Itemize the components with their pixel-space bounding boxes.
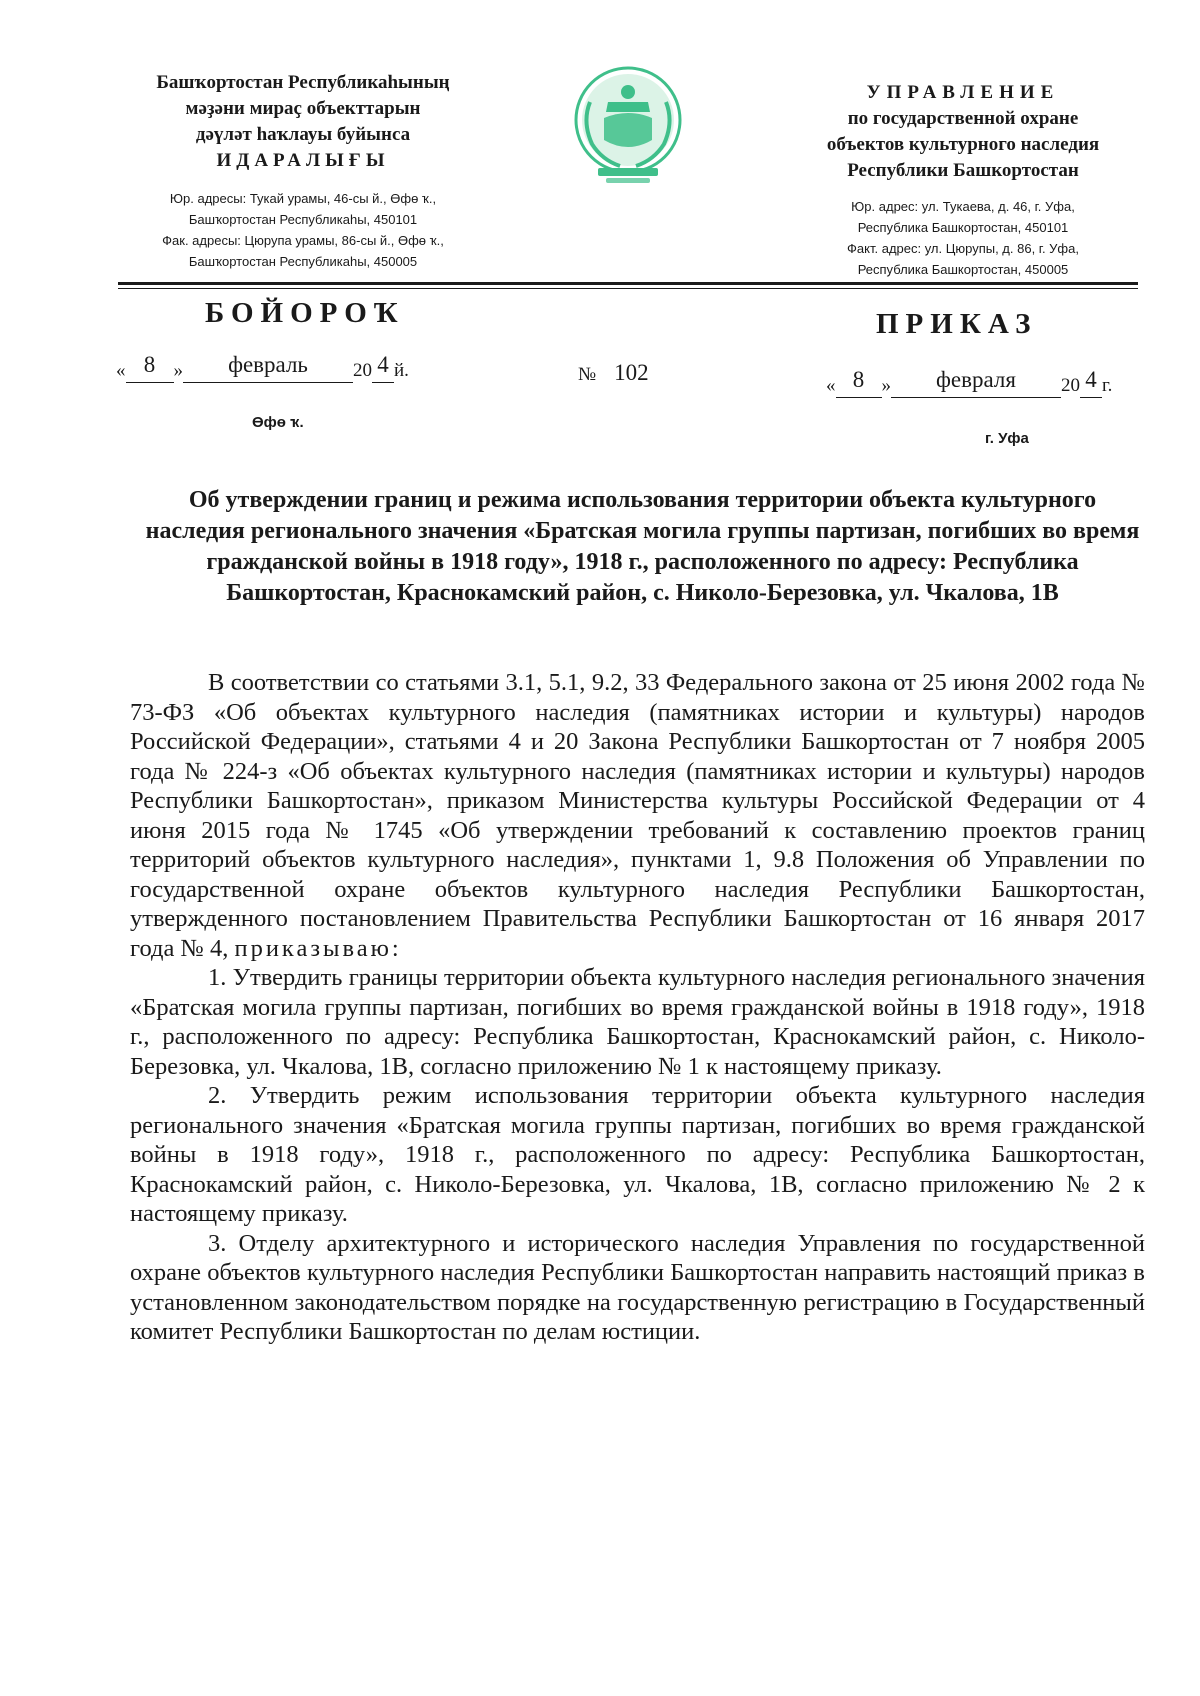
date-year-prefix: 20 [1061,375,1080,396]
date-month: февраль [228,352,308,377]
order-number [578,360,649,386]
org-line-2: мәҙәни мираҫ объекттарын [185,98,421,119]
header-divider-thin [118,288,1138,289]
org-line-2: объектов культурного наследия [826,134,1100,155]
address-line: Республика Башкортостан, 450101 [857,220,1069,235]
header-divider-thick [118,282,1138,285]
document-title: Об утверждении границ и режима использования территории объекта культурного наследия регионального значения «Братская могила группы партизан, погибших во время гражданской войны в 1918 году», 1918 г., расположенного по адресу: Республика Башкортостан, Краснокамский район, с. Николо-Березовка, ул. Чкалова, 1В [145,487,1140,606]
header-right-organization [778,80,1148,280]
intro-paragraph [130,668,1145,963]
intro-text: В соответствии со статьями 3.1, 5.1, 9.2, 33 Федерального закона от 25 июня 2002 года № 73-ФЗ «Об объектах культурного наследия (памятниках истории и культуры) народов Российской Федерации», статьями 4 и 20 Закона Республики Башкортостан от 7 ноября 2005 года № 224-з «Об объектах культурного наследия (памятниках истории и культуры) народов Республики Башкортостан», приказом Министерства культуры Российской Федерации от 4 июня 2015 года № 1745 «Об утверждении требований к составлению проектов границ территорий объектов культурного наследия», пунктами 1, 9.8 Положения об Управлении по государственной охране объектов культурного наследия Республики Башкортостан, утвержденного постановлением Правительства Республики Башкортостан от 16 января 2017 года № 4, [130,669,1145,962]
upravlenie-title: УПРАВЛЕНИЕ [866,82,1060,103]
order-item: 2. Утвердить режим использования территории объекта культурного наследия регионального значения «Братская могила группы партизан, погибших во время гражданской войны в 1918 году», 1918 г., расположенного по адресу: Республика Башкортостан, Краснокамский район, с. Николо-Березовка, ул. Чкалова, 1В, согласно приложению № 2 к настоящему приказу. [130,1082,1145,1227]
date-left [116,352,409,383]
date-day: 8 [852,367,865,392]
org-line-3: дәүләт һаҡлауы буйынса [195,124,411,145]
org-line-1: Башҡортостан Республикаһының [156,72,450,93]
date-suffix: г. [1102,375,1113,396]
date-year-prefix: 20 [353,360,372,381]
date-month-field [891,367,1061,398]
number-value: 102 [614,360,649,385]
date-day: 8 [143,352,156,377]
address-line: Республика Башкортостан, 450005 [857,262,1069,277]
city-bashkir: Өфө ҡ. [252,414,304,431]
address-line: Фак. адресы: Цюрупа урамы, 86-сы й., Өфө ҡ., [162,233,444,248]
date-year-suffix: 4 [1085,367,1097,392]
order-word-russian: ПРИКАЗ [876,308,1038,340]
address-right [778,196,1148,280]
date-right [826,367,1113,398]
date-day-field [126,352,174,383]
date-year-suffix: 4 [377,352,389,377]
date-year-field [372,352,394,383]
address-line: Башҡортостан Республикаһы, 450101 [188,212,418,227]
order-word-bashkir: БОЙОРОҠ [205,297,405,329]
header-left-organization [118,70,488,272]
document-body [130,668,1145,1347]
org-line-3: Республики Башкортостан [847,160,1079,181]
org-line-1: по государственной охране [847,108,1079,129]
date-month: февраля [936,367,1016,392]
order-item: 3. Отделу архитектурного и исторического наследия Управления по государственной охране объектов культурного наследия Республики Башкортостан направить настоящий приказ в установленном законодательством порядке на государственную регистрацию в Государственный комитет Республики Башкортостан по делам юстиции. [130,1229,1145,1345]
number-label: № [578,364,597,385]
order-item: 1. Утвердить границы территории объекта культурного наследия регионального значения «Братская могила группы партизан, погибших во время гражданской войны в 1918 году», 1918 г., расположенного по адресу: Республика Башкортостан, Краснокамский район, с. Николо-Березовка, ул. Чкалова, 1В, согласно приложению № 1 к настоящему приказу. [130,964,1145,1080]
date-day-field [836,367,882,398]
address-line: Факт. адрес: ул. Цюрупы, д. 86, г. Уфа, [847,241,1079,256]
date-month-field [183,352,353,383]
bashkortostan-emblem-icon [568,62,688,187]
date-year-field [1080,367,1102,398]
address-line: Юр. адрес: ул. Тукаева, д. 46, г. Уфа, [851,199,1075,214]
date-open-quote: « [826,375,836,396]
date-suffix: й. [394,360,409,381]
org-line-4: ИДАРАЛЫҒЫ [216,150,390,171]
address-left [118,188,488,272]
date-close-quote: » [881,375,891,396]
city-russian: г. Уфа [985,430,1029,447]
intro-command: приказываю: [234,934,402,962]
address-line: Юр. адресы: Тукай урамы, 46-сы й., Өфө ҡ., [169,191,437,206]
date-open-quote: « [116,360,126,381]
address-line: Башҡортостан Республикаһы, 450005 [188,254,418,269]
date-close-quote: » [173,360,183,381]
